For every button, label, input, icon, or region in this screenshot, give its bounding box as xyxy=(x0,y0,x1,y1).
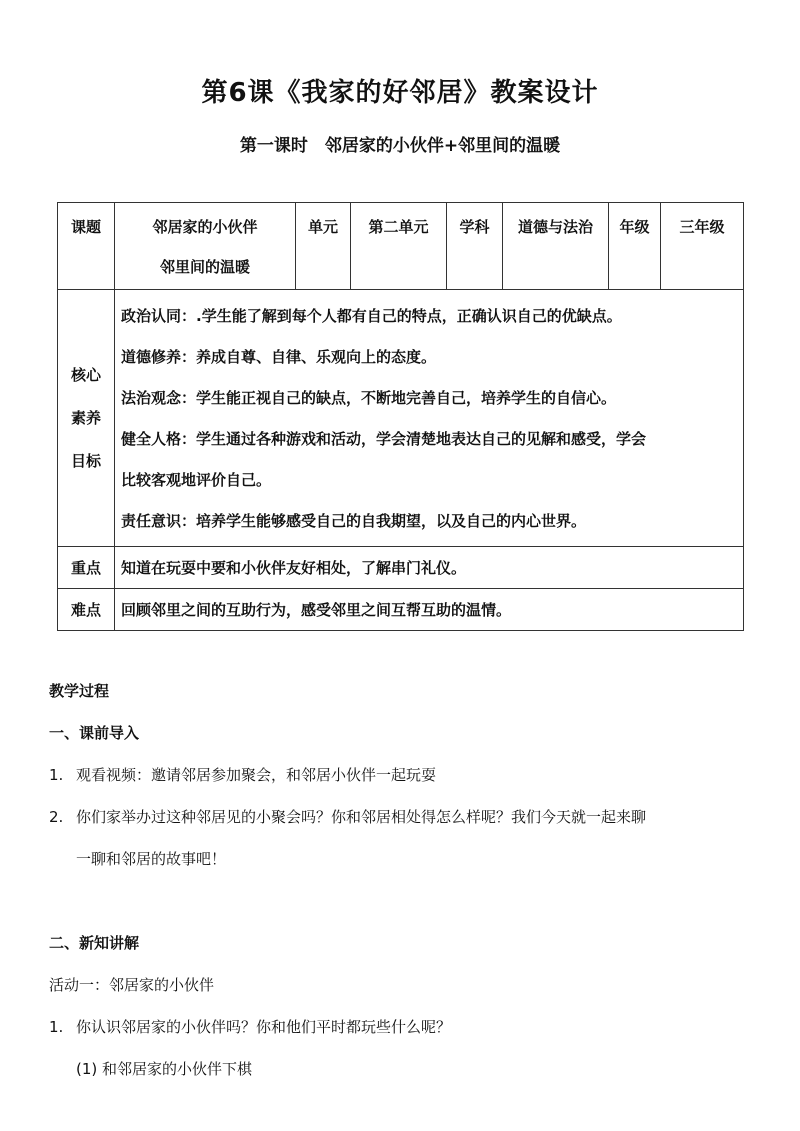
difficult-point-value: 回顾邻里之间的互助行为，感受邻里之间互帮互助的温情。 xyxy=(115,589,744,631)
core-goals-row xyxy=(58,290,744,547)
activity-title: 活动一：邻居家的小伙伴 xyxy=(49,976,215,994)
goal-line: 道德修养：养成自尊、自律、乐观向上的态度。 xyxy=(121,348,437,366)
goal-line: 健全人格：学生通过各种游戏和活动，学会清楚地表达自己的见解和感受，学会 xyxy=(121,430,647,448)
goal-line: 政治认同：.学生能了解到每个人都有自己的特点，正确认识自己的优缺点。 xyxy=(121,307,622,325)
core-goals-label: 核心 素养 目标 xyxy=(58,290,115,547)
section-new-knowledge-heading: 二、新知讲解 xyxy=(49,934,140,952)
list-item: 1. 观看视频：邀请邻居参加聚会，和邻居小伙伴一起玩耍 xyxy=(49,766,437,784)
goal-line: 法治观念：学生能正视自己的缺点，不断地完善自己，培养学生的自信心。 xyxy=(121,389,617,407)
goal-line: 责任意识：培养学生能够感受自己的自我期望，以及自己的内心世界。 xyxy=(121,512,587,530)
page-subtitle: 第一课时 邻居家的小伙伴+邻里间的温暖 xyxy=(239,136,561,156)
lesson-value-cell: 邻居家的小伙伴 邻里间的温暖 xyxy=(115,203,296,290)
unit-label-cell: 单元 xyxy=(296,203,351,290)
header-row xyxy=(58,203,744,290)
sub-item: (1) 和邻居家的小伙伴下棋 xyxy=(76,1060,253,1078)
list-item: 2. 你们家举办过这种邻居见的小聚会吗？你和邻居相处得怎么样呢？我们今天就一起来聊 一聊和邻居的故事吧！ xyxy=(49,808,647,868)
subject-label-cell: 学科 xyxy=(447,203,503,290)
goal-line: 比较客观地评价自己。 xyxy=(121,471,272,489)
difficult-point-label: 难点 xyxy=(58,589,115,631)
grade-label-cell: 年级 xyxy=(609,203,661,290)
lesson-label-cell: 课题 xyxy=(58,203,115,290)
grade-value-cell: 三年级 xyxy=(661,203,744,290)
key-point-label: 重点 xyxy=(58,547,115,589)
unit-value-cell: 第二单元 xyxy=(351,203,447,290)
difficult-point-row xyxy=(58,589,744,631)
subject-value-cell: 道德与法治 xyxy=(503,203,609,290)
list-item: 1. 你认识邻居家的小伙伴吗？你和他们平时都玩些什么呢？ xyxy=(49,1018,452,1036)
process-heading: 教学过程 xyxy=(49,682,110,700)
lesson-info-table xyxy=(57,202,744,631)
page-title: 第6课《我家的好邻居》教案设计 xyxy=(201,78,599,108)
key-point-row xyxy=(58,547,744,589)
section-intro-heading: 一、课前导入 xyxy=(49,724,140,742)
core-goals-content xyxy=(115,290,744,547)
key-point-value: 知道在玩耍中要和小伙伴友好相处，了解串门礼仪。 xyxy=(115,547,744,589)
